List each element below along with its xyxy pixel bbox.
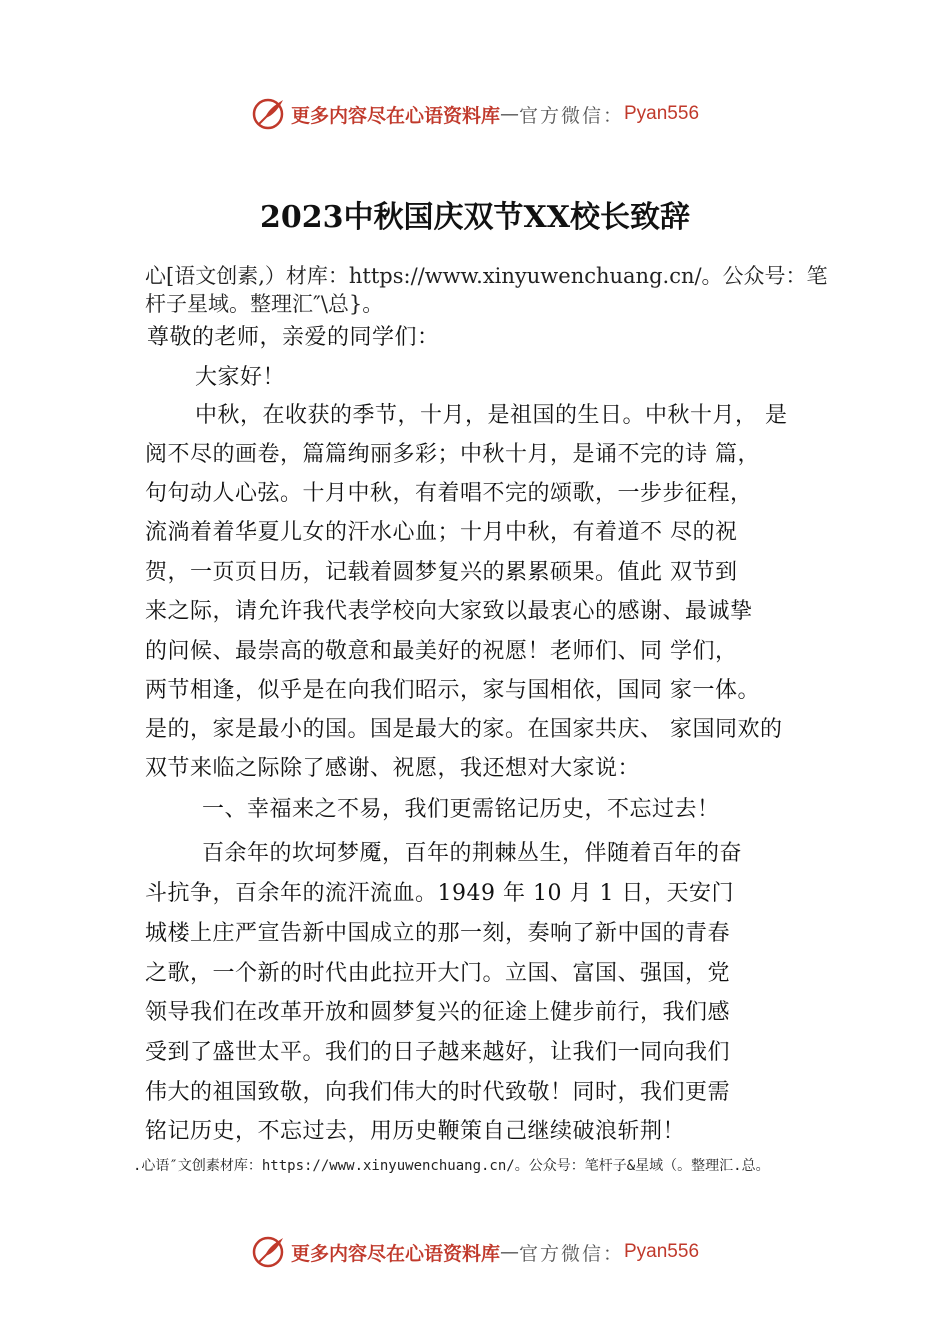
body-line: 城楼上庄严宣告新中国成立的那一刻，奏响了新中国的青春 bbox=[145, 921, 731, 946]
body-line: 两节相逢，似乎是在向我们昭示，家与国相依，国同 家一体。 bbox=[145, 678, 760, 703]
body-line: 贺，一页页日历，记载着圆梦复兴的累累硕果。值此 双节到 bbox=[145, 560, 738, 585]
banner-separator: — bbox=[499, 103, 519, 125]
body-line: 之歌，一个新的时代由此拉开大门。立国、富国、强国，党 bbox=[145, 961, 731, 986]
banner-wechat-id: Pyan556 bbox=[624, 1241, 700, 1262]
body-line: 领导我们在改革开放和圆梦复兴的征途上健步前行，我们感 bbox=[145, 1000, 731, 1025]
body-line: 双节来临之际除了感谢、祝愿，我还想对大家说： bbox=[145, 756, 641, 781]
body-line: 是的，家是最小的国。国是最大的家。在国家共庆、 家国同欢的 bbox=[145, 717, 783, 742]
body-line: 的问候、最崇高的敬意和最美好的祝愿！老师们、同 学们， bbox=[145, 639, 738, 664]
source-note-top: 心[语文创素,）材库：https://www.xinyuwenchuang.cn/。公众号：笔杆子星域。整理汇″\总}。 bbox=[145, 264, 828, 316]
banner-wechat-id: Pyan556 bbox=[624, 103, 700, 124]
banner-separator: — bbox=[499, 1241, 519, 1263]
banner-wechat-label: 官方微信： bbox=[518, 104, 624, 127]
body-line: 铭记历史，不忘过去，用历史鞭策自己继续破浪斩荆！ bbox=[145, 1119, 686, 1144]
body-line: 伟大的祖国致敬，向我们伟大的时代致敬！同时，我们更需 bbox=[145, 1080, 731, 1105]
body-line: 大家好！ bbox=[195, 365, 286, 390]
quill-logo-icon bbox=[251, 1234, 287, 1270]
quill-logo-icon bbox=[251, 96, 287, 132]
body-line: 来之际，请允许我代表学校向大家致以最衷心的感谢、最诚挚 bbox=[145, 599, 753, 624]
document-title: 2023中秋国庆双节XX校长致辞 bbox=[259, 200, 691, 235]
source-note-bottom: .心语″文创素材库：https://www.xinyuwenchuang.cn/。公众号：笔杆子&星域（。整理汇.总。 bbox=[133, 1158, 770, 1174]
body-line: 斗抗争，百余年的流汗流血。1949 年 10 月 1 日，天安门 bbox=[145, 881, 734, 906]
body-line: 百余年的坎坷梦魇，百年的荆棘丛生，伴随着百年的奋 bbox=[202, 841, 743, 866]
footer-banner bbox=[0, 1234, 950, 1270]
body-line: 受到了盛世太平。我们的日子越来越好，让我们一同向我们 bbox=[145, 1040, 731, 1065]
body-line: 阅不尽的画卷，篇篇绚丽多彩；中秋十月，是诵不完的诗 篇， bbox=[145, 442, 760, 467]
banner-main-text: 更多内容尽在心语资料库 bbox=[290, 1242, 500, 1265]
body-line: 流淌着着华夏儿女的汗水心血；十月中秋，有着道不 尽的祝 bbox=[145, 520, 738, 545]
banner-wechat-label: 官方微信： bbox=[518, 1242, 624, 1265]
body-line: 一、幸福来之不易，我们更需铭记历史，不忘过去！ bbox=[202, 797, 720, 822]
body-line: 尊敬的老师，亲爱的同学们： bbox=[147, 325, 440, 350]
header-banner bbox=[0, 96, 950, 132]
body-line: 句句动人心弦。十月中秋，有着唱不完的颂歌，一步步征程， bbox=[145, 481, 753, 506]
banner-main-text: 更多内容尽在心语资料库 bbox=[290, 104, 500, 127]
body-line: 中秋，在收获的季节，十月，是祖国的生日。中秋十月， 是 bbox=[195, 403, 788, 428]
